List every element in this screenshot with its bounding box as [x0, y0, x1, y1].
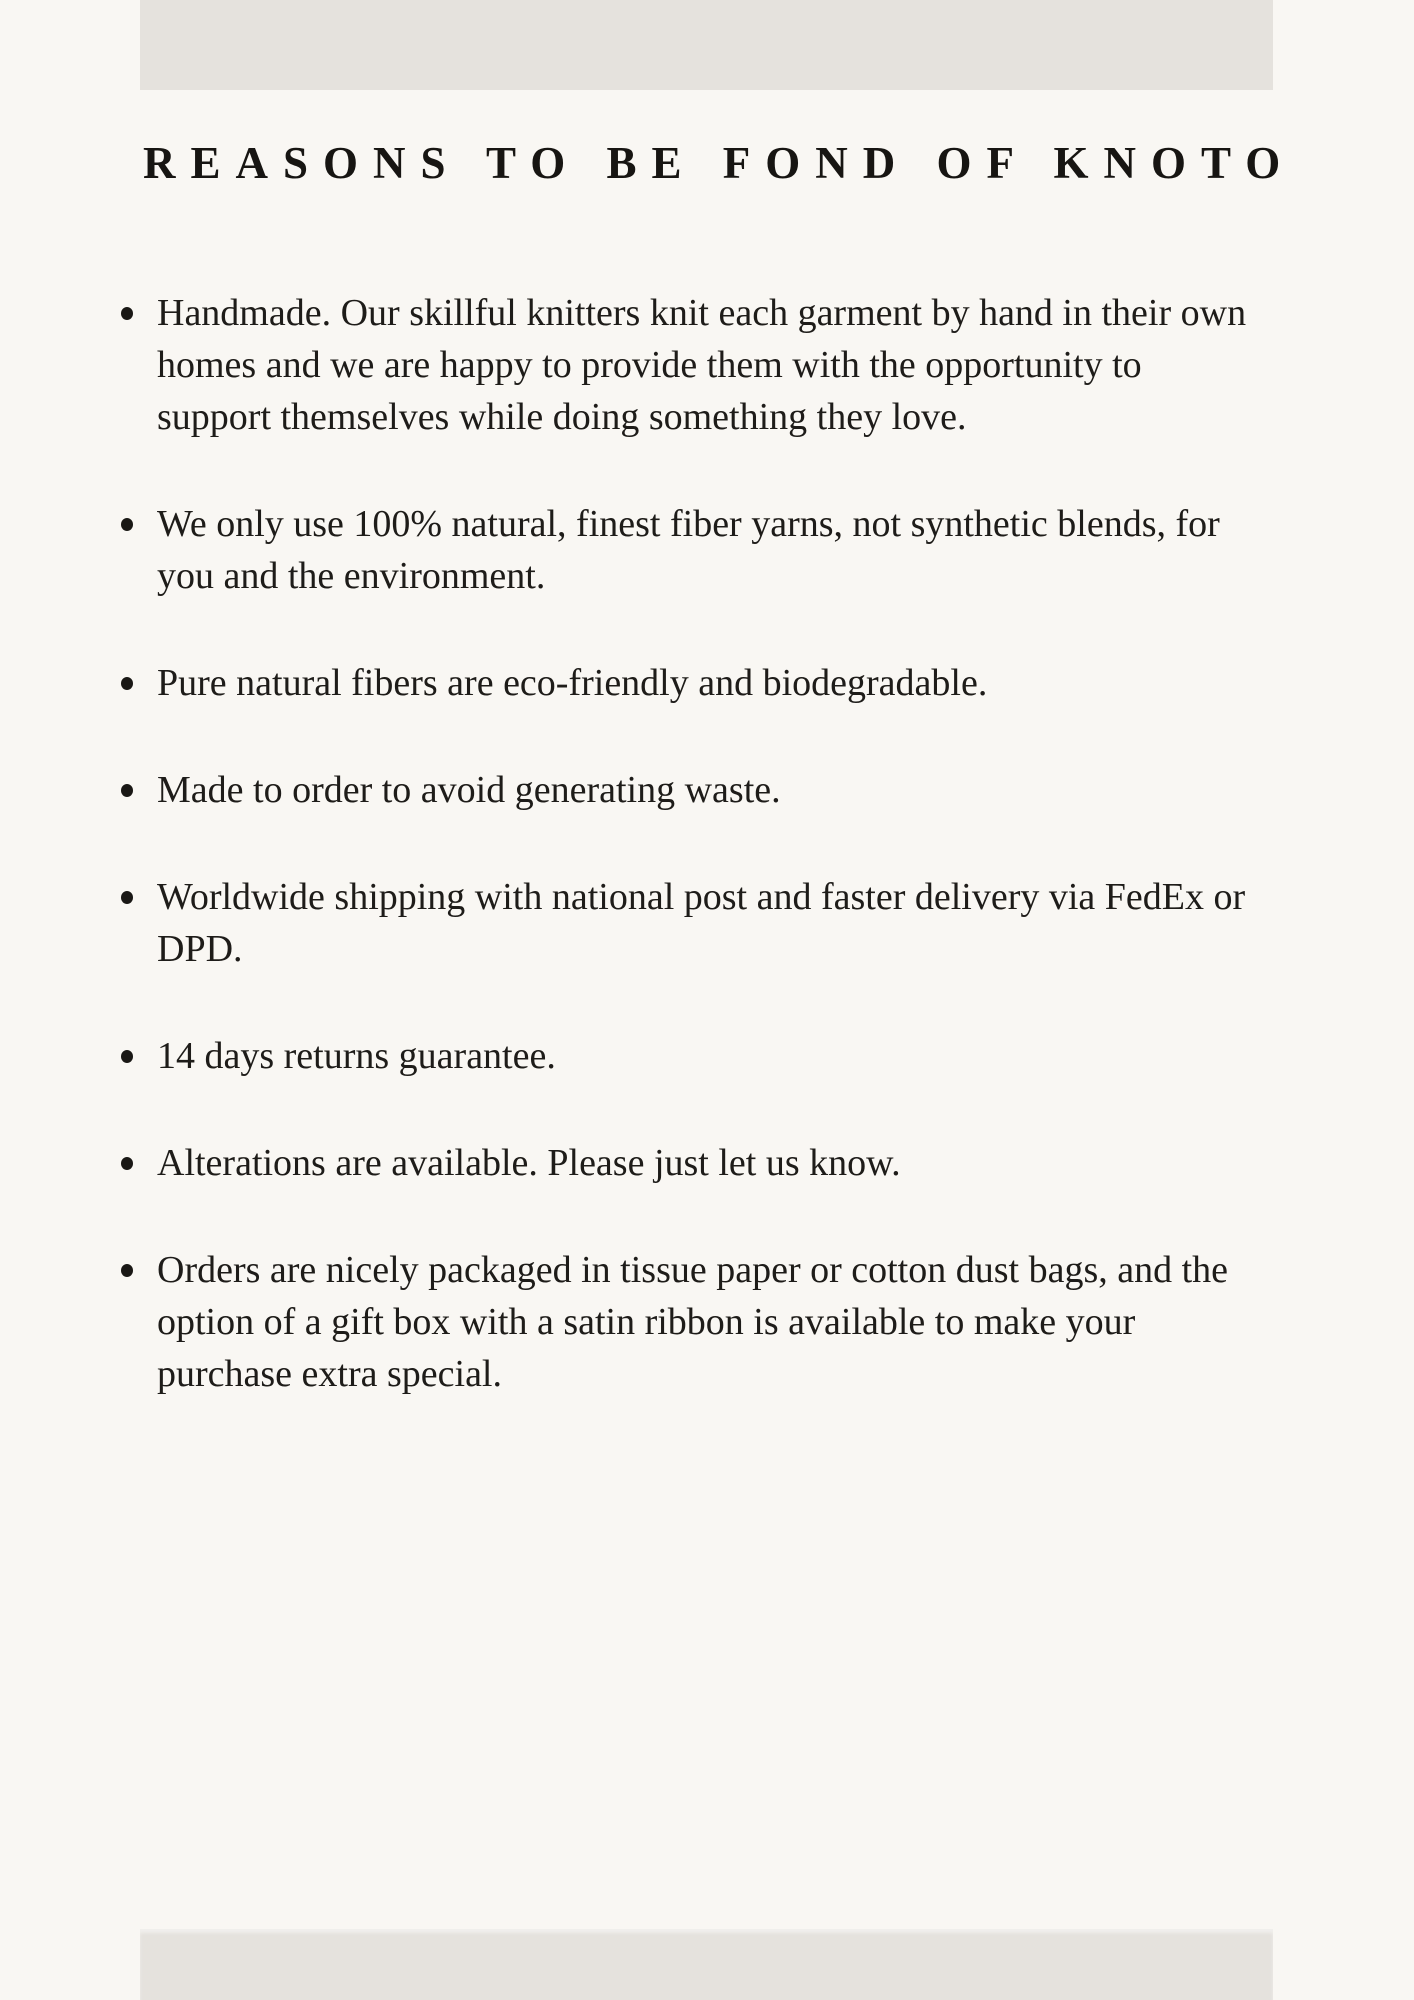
list-item — [121, 764, 1261, 816]
bullet-text: We only use 100% natural, finest fiber yarns, not synthetic blends, for you and the environment. — [157, 503, 1220, 597]
bullet-dot-icon — [121, 891, 133, 904]
bullet-dot-icon — [121, 784, 133, 797]
bullet-dot-icon — [121, 677, 133, 690]
reasons-list — [121, 287, 1261, 1400]
bullet-text: Alterations are available. Please just let us know. — [157, 1142, 901, 1184]
bullet-dot-icon — [121, 518, 133, 531]
bullet-text: Handmade. Our skillful knitters knit each garment by hand in their own homes and we are happy to provide them with the opportunity to support themselves while doing something they love. — [157, 292, 1247, 438]
bullet-dot-icon — [121, 1050, 133, 1063]
bullet-text: Pure natural fibers are eco-friendly and biodegradable. — [157, 662, 988, 704]
bottom-decorative-band — [140, 1929, 1273, 2000]
list-item — [121, 657, 1261, 709]
bullet-text: Orders are nicely packaged in tissue paper or cotton dust bags, and the option of a gift box with a satin ribbon is available to make your purchase extra special. — [157, 1249, 1229, 1395]
bullet-dot-icon — [121, 307, 133, 320]
list-item — [121, 287, 1261, 443]
bullet-text: Made to order to avoid generating waste. — [157, 769, 781, 811]
list-item — [121, 498, 1261, 602]
list-item — [121, 871, 1261, 975]
page-title: REASONS TO BE FOND OF KNOTO — [143, 138, 1296, 188]
bullet-dot-icon — [121, 1264, 133, 1277]
list-item — [121, 1244, 1261, 1400]
list-item — [121, 1030, 1261, 1082]
bullet-dot-icon — [121, 1157, 133, 1170]
list-item — [121, 1137, 1261, 1189]
bullet-text: 14 days returns guarantee. — [157, 1035, 556, 1077]
top-decorative-band — [140, 0, 1273, 90]
bullet-text: Worldwide shipping with national post and faster delivery via FedEx or DPD. — [157, 876, 1246, 970]
